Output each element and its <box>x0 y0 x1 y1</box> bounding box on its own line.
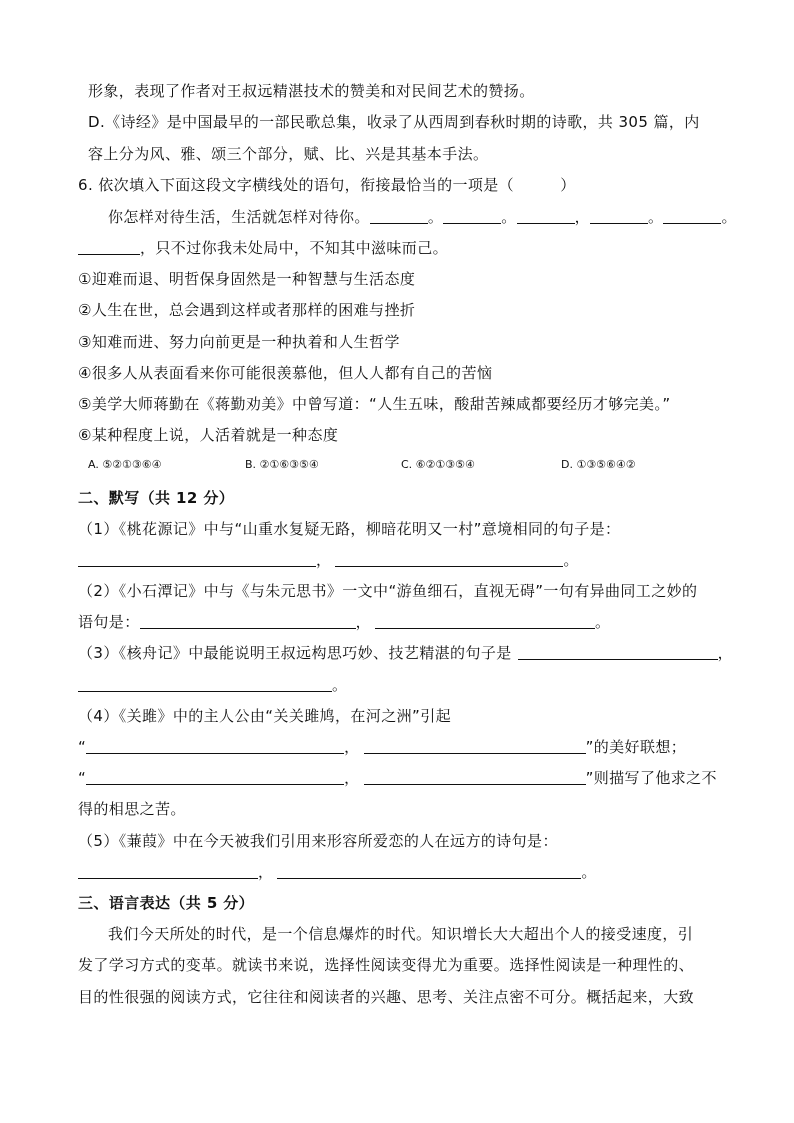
s3-paragraph-line3: 目的性很强的阅读方式，它往往和阅读者的兴趣、思考、关注点密不可分。概括起来，大致 <box>78 988 695 1006</box>
s2-q4-line1: （4）《关雎》中的主人公由“关关雎鸠，在河之洲”引起 <box>78 707 451 725</box>
s2-q1-answer <box>78 550 579 570</box>
q6-item-3: ③知难而进、努力向前更是一种执着和人生哲学 <box>78 333 400 351</box>
punct: 。 <box>595 613 611 631</box>
s2-q3 <box>78 643 733 663</box>
answer-blank[interactable] <box>375 612 595 629</box>
punct: 。 <box>581 863 597 881</box>
q6-item-2: ②人生在世，总会遇到这样或者那样的困难与挫折 <box>78 301 416 319</box>
q6-item-1: ①迎难而退、明哲保身固然是一种智慧与生活态度 <box>78 270 416 288</box>
punct: ， <box>717 644 734 662</box>
answer-blank[interactable] <box>277 862 581 879</box>
punct: 。 <box>332 676 348 694</box>
answer-blank[interactable] <box>364 737 586 754</box>
answer-blank[interactable] <box>86 768 344 785</box>
q5-option-d-line1: D.《诗经》是中国最早的一部民歌总集，收录了从西周到春秋时期的诗歌，共 305 篇，内 <box>88 113 700 131</box>
punct: 。 <box>501 208 517 226</box>
answer-blank[interactable] <box>78 675 332 692</box>
s2-q4-line3 <box>78 768 717 788</box>
punct: 。 <box>648 208 664 226</box>
blank-4[interactable] <box>590 207 648 224</box>
answer-blank[interactable] <box>518 643 718 660</box>
answer-blank[interactable] <box>78 550 316 567</box>
section3-heading: 三、语言表达（共 5 分） <box>78 894 255 912</box>
answer-blank[interactable] <box>140 612 356 629</box>
q6-option-c[interactable]: C. ⑥②①③⑤④ <box>401 458 475 471</box>
blank-3[interactable] <box>517 207 575 224</box>
q5-option-d-line2: 容上分为风、雅、颂三个部分，赋、比、兴是其基本手法。 <box>88 145 489 163</box>
s2-q4-text: ”的美好联想； <box>585 738 687 756</box>
q6-item-5: ⑤美学大师蒋勤在《蒋勤劝美》中曾写道：“人生五味，酸甜苦辣咸都要经历才够完美。” <box>78 395 671 413</box>
s2-q3-line2 <box>78 675 347 695</box>
q6-option-d[interactable]: D. ①③⑤⑥④② <box>561 458 636 471</box>
punct: “ <box>78 738 87 756</box>
q6-passage-line1 <box>108 207 737 227</box>
punct: ， <box>258 863 274 881</box>
q6-passage-line2 <box>78 238 448 258</box>
punct: ， <box>344 738 360 756</box>
s2-q3-label: （3）《核舟记》中最能说明王叔远构思巧妙、技艺精湛的句子是 <box>78 644 512 662</box>
punct: ， <box>316 551 332 569</box>
s2-q5-answer <box>78 862 597 882</box>
answer-blank[interactable] <box>364 768 586 785</box>
s2-q2-line1: （2）《小石潭记》中与《与朱元思书》一文中“游鱼细石，直视无碍”一句有异曲同工之妙的 <box>78 582 698 600</box>
punct: 。 <box>563 551 579 569</box>
punct: ， <box>355 613 372 631</box>
punct: 。 <box>721 208 737 226</box>
punct: ， <box>344 769 360 787</box>
s2-q4-line2 <box>78 737 686 757</box>
blank-1[interactable] <box>370 207 428 224</box>
q6-item-6: ⑥某种程度上说，人活着就是一种态度 <box>78 426 339 444</box>
q5-option-c-continuation: 形象，表现了作者对王叔远精湛技术的赞美和对民间艺术的赞扬。 <box>88 82 535 100</box>
q6-option-b[interactable]: B. ②①⑥③⑤④ <box>245 458 319 471</box>
q6-passage-start: 你怎样对待生活，生活就怎样对待你。 <box>108 208 370 226</box>
answer-blank[interactable] <box>335 550 563 567</box>
s3-paragraph-line2: 发了学习方式的变革。就读书来说，选择性阅读变得尤为重要。选择性阅读是一种理性的、 <box>78 956 695 974</box>
answer-blank[interactable] <box>86 737 344 754</box>
blank-6[interactable] <box>78 238 140 255</box>
s2-q4-line4: 得的相思之苦。 <box>78 800 186 818</box>
q6-item-4: ④很多人从表面看来你可能很羡慕他，但人人都有自己的苦恼 <box>78 364 493 382</box>
q6-option-a[interactable]: A. ⑤②①③⑥④ <box>88 458 162 471</box>
answer-blank[interactable] <box>78 862 258 879</box>
s2-q2-label: 语句是： <box>78 613 140 631</box>
punct: “ <box>78 769 87 787</box>
s3-paragraph-line1: 我们今天所处的时代，是一个信息爆炸的时代。知识增长大大超出个人的接受速度，引 <box>108 925 694 943</box>
section2-heading: 二、默写（共 12 分） <box>78 489 235 507</box>
blank-5[interactable] <box>663 207 721 224</box>
s2-q1: （1）《桃花源记》中与“山重水复疑无路，柳暗花明又一村”意境相同的句子是： <box>78 520 621 538</box>
punct: 。 <box>427 208 444 226</box>
blank-2[interactable] <box>443 207 501 224</box>
s2-q5: （5）《蒹葭》中在今天被我们引用来形容所爱恋的人在远方的诗句是： <box>78 832 558 850</box>
q6-passage-end: ，只不过你我未处局中，不知其中滋味而己。 <box>140 239 449 257</box>
s2-q4-text: ”则描写了他求之不 <box>585 769 717 787</box>
q6-stem: 6. 依次填入下面这段文字横线处的语句，衔接最恰当的一项是（ ） <box>78 176 576 194</box>
s2-q2-line2 <box>78 612 610 632</box>
punct: ， <box>574 208 591 226</box>
